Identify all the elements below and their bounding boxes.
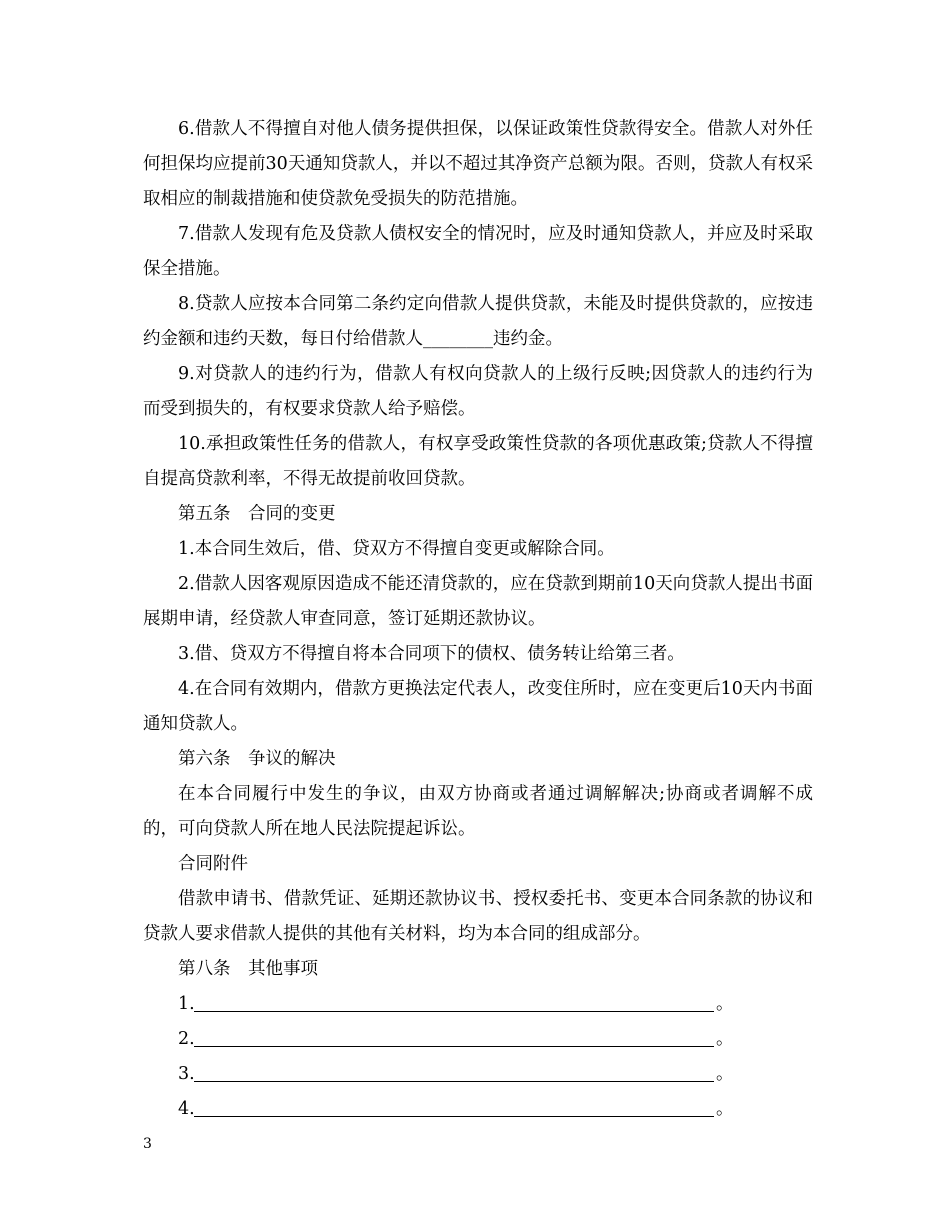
fill-in-line — [194, 1010, 714, 1012]
blank-item — [178, 1022, 738, 1057]
clause-paragraph: 10.承担政策性任务的借款人，有权享受政策性贷款的各项优惠政策;贷款人不得擅自提高贷款利率，不得无故提前收回贷款。 — [143, 434, 813, 489]
page-number: 3 — [143, 1136, 152, 1152]
clause-paragraph: 在本合同履行中发生的争议，由双方协商或者通过调解解决;协商或者调解不成的，可向贷款人所在地人民法院提起诉讼。 — [143, 784, 813, 839]
fill-in-line — [194, 1115, 714, 1117]
blank-item — [178, 1092, 738, 1127]
blank-item-end: 。 — [716, 1029, 734, 1049]
clause-paragraph: 8.贷款人应按本合同第二条约定向借款人提供贷款，未能及时提供贷款的，应按违约金额和违约天数，每日付给借款人________违约金。 — [143, 294, 813, 349]
blank-item-end: 。 — [716, 1064, 734, 1084]
blank-item-number: 2. — [178, 1029, 195, 1049]
clause-paragraph: 3.借、贷双方不得擅自将本合同项下的债权、债务转让给第三者。 — [178, 644, 685, 664]
blank-item-end: 。 — [716, 1099, 734, 1119]
clause-paragraph: 6.借款人不得擅自对他人债务提供担保，以保证政策性贷款得安全。借款人对外任何担保均应提前30天通知贷款人，并以不超过其净资产总额为限。否则，贷款人有权采取相应的制裁措施和使贷款免受损失的防范措施。 — [143, 119, 813, 209]
blank-item — [178, 1057, 738, 1092]
section-heading: 第八条 其他事项 — [178, 959, 318, 979]
blank-item-number: 1. — [178, 994, 195, 1014]
blank-item-number: 4. — [178, 1099, 195, 1119]
clause-paragraph: 1.本合同生效后，借、贷双方不得擅自变更或解除合同。 — [178, 539, 615, 559]
blank-item-number: 3. — [178, 1064, 195, 1084]
clause-paragraph: 7.借款人发现有危及贷款人债权安全的情况时，应及时通知贷款人，并应及时采取保全措施。 — [143, 224, 813, 279]
clause-paragraph: 借款申请书、借款凭证、延期还款协议书、授权委托书、变更本合同条款的协议和贷款人要求借款人提供的其他有关材料，均为本合同的组成部分。 — [143, 889, 813, 944]
section-heading: 第六条 争议的解决 — [178, 749, 336, 769]
clause-paragraph: 4.在合同有效期内，借款方更换法定代表人，改变住所时，应在变更后10天内书面通知贷款人。 — [143, 679, 813, 734]
blank-item-end: 。 — [716, 994, 734, 1014]
blank-item — [178, 987, 738, 1022]
fill-in-line — [194, 1080, 714, 1082]
fill-in-line — [194, 1045, 714, 1047]
clause-paragraph: 2.借款人因客观原因造成不能还清贷款的，应在贷款到期前10天向贷款人提出书面展期申请，经贷款人审查同意，签订延期还款协议。 — [143, 574, 813, 629]
section-heading: 第五条 合同的变更 — [178, 504, 336, 524]
clause-paragraph: 9.对贷款人的违约行为，借款人有权向贷款人的上级行反映;因贷款人的违约行为而受到损失的，有权要求贷款人给予赔偿。 — [143, 364, 813, 419]
section-heading: 合同附件 — [178, 854, 248, 874]
